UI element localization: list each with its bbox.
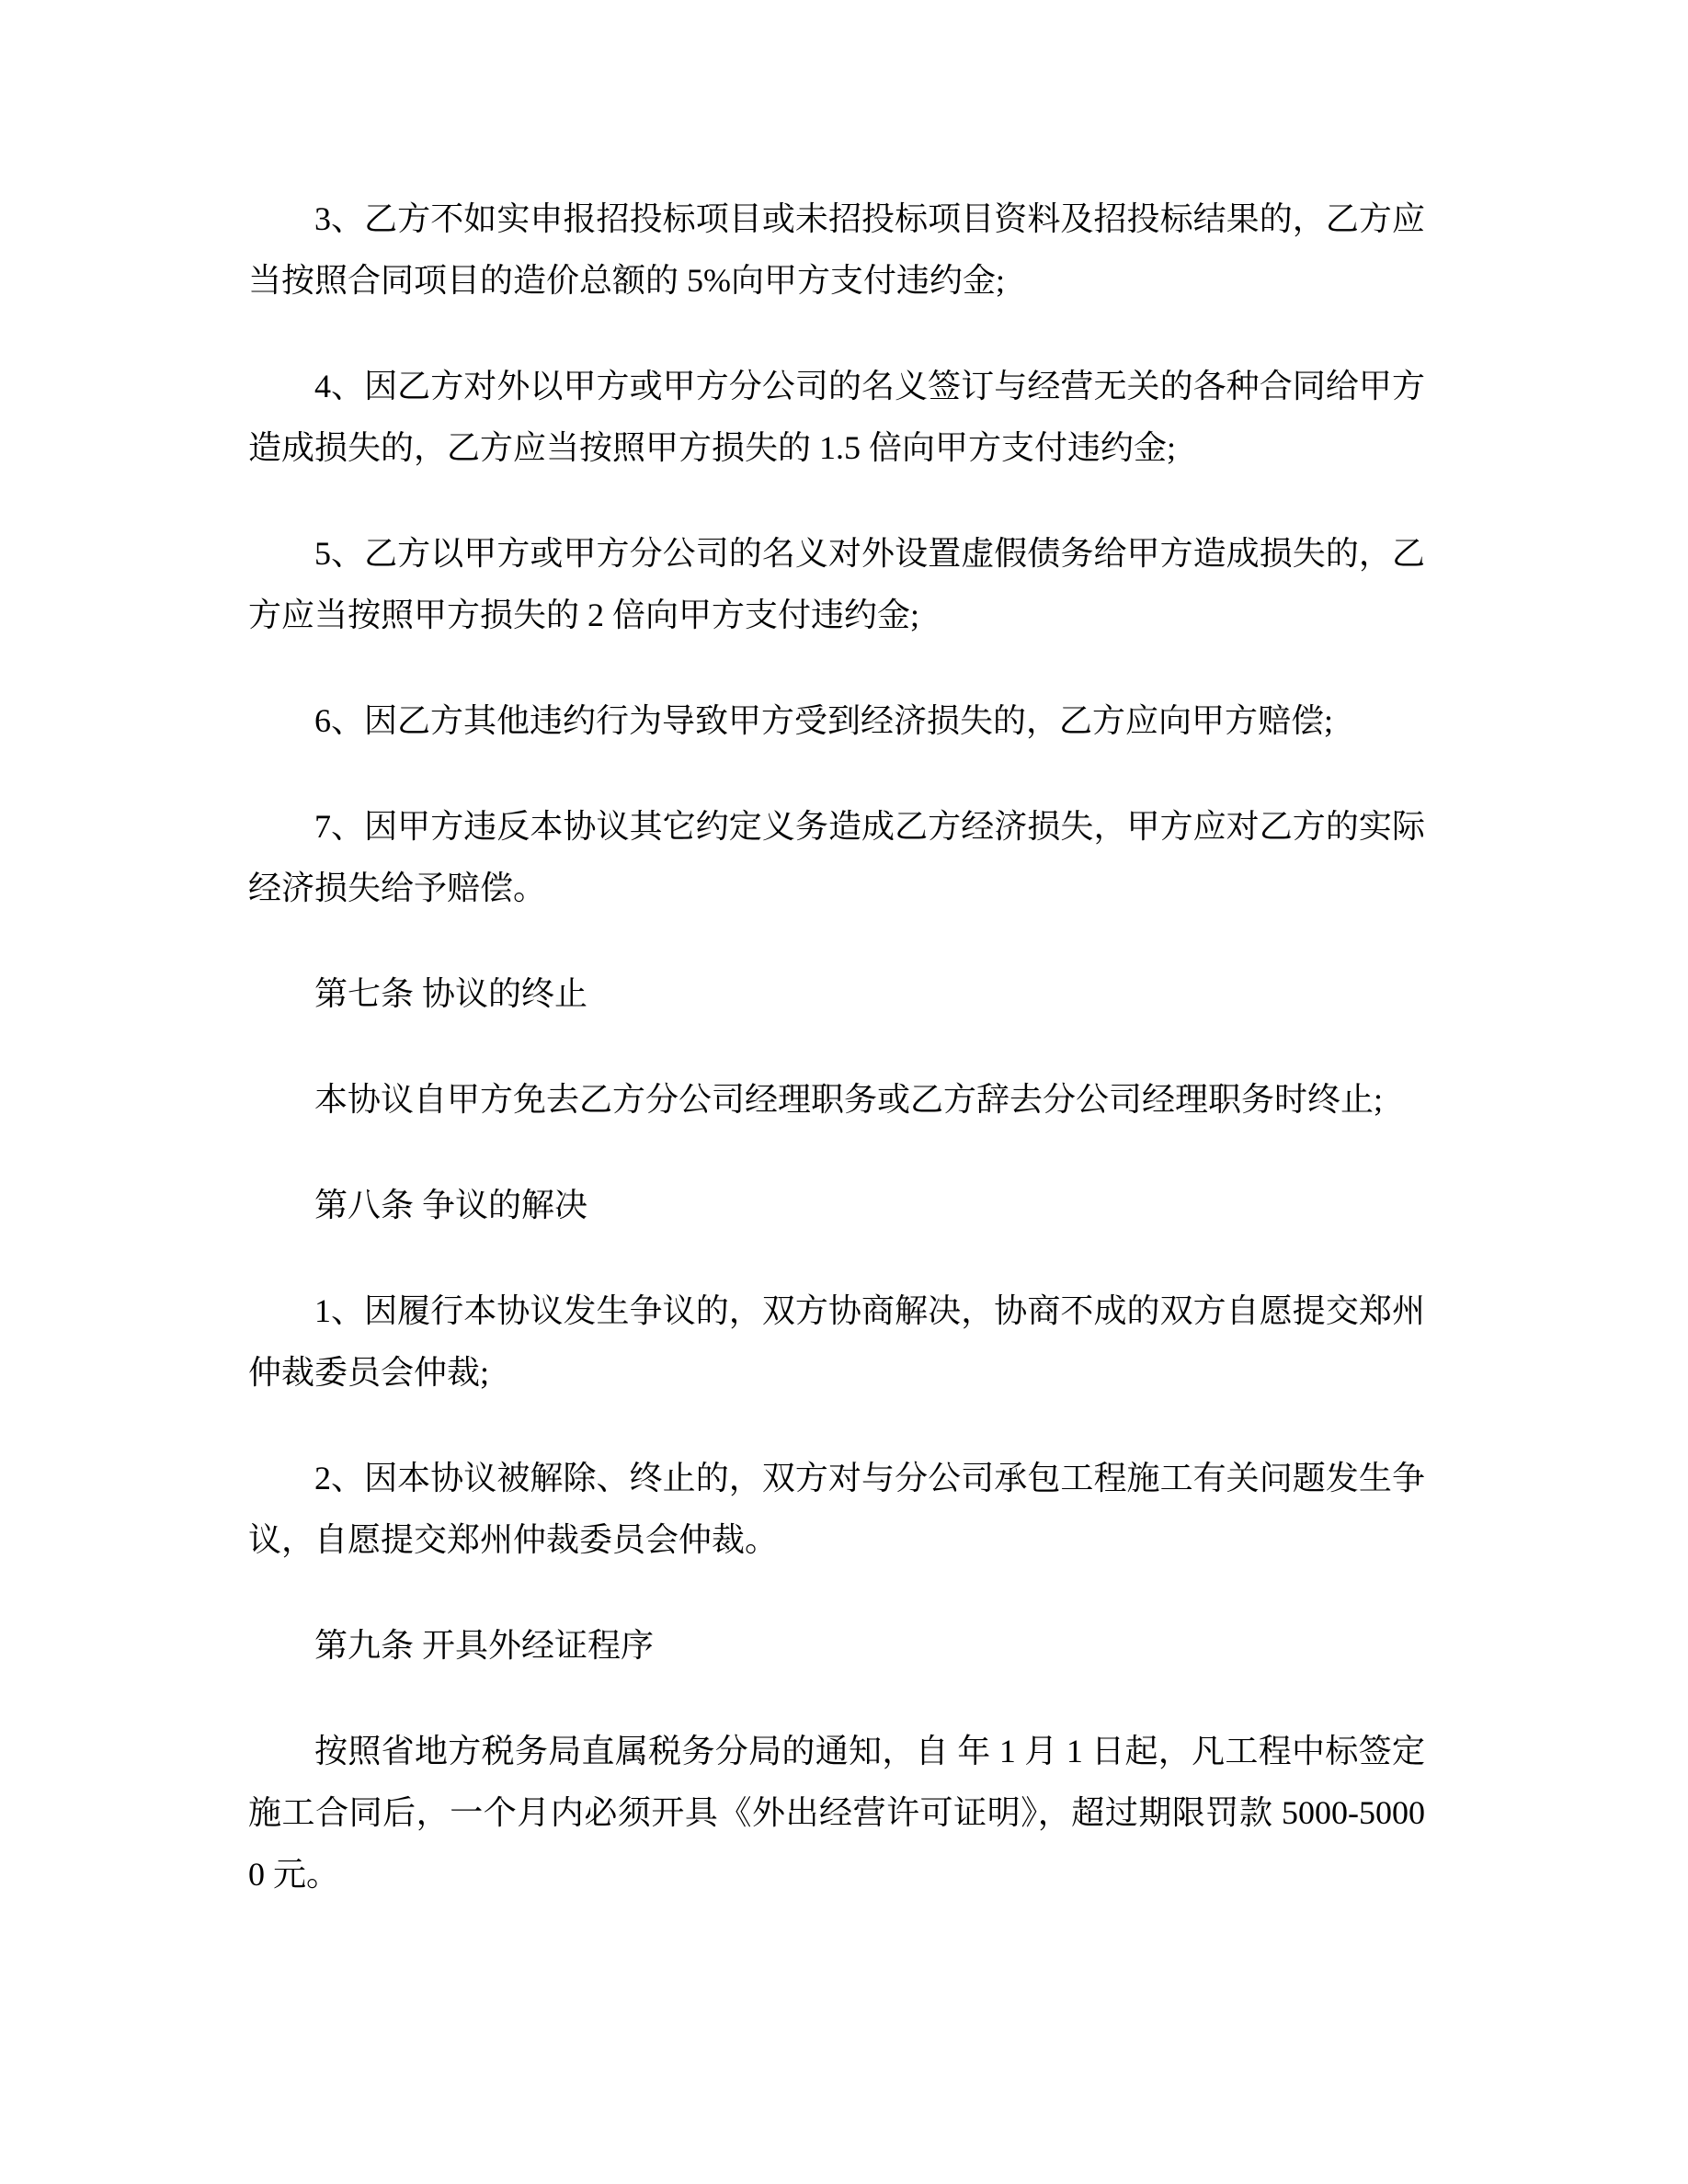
clause-paragraph-3: 3、乙方不如实申报招投标项目或未招投标项目资料及招投标结果的，乙方应当按照合同项目的造价总额的 5%向甲方支付违约金; — [248, 200, 1425, 299]
clause-paragraph-permit-procedure: 按照省地方税务局直属税务分局的通知，自 年 1 月 1 日起，凡工程中标签定施工合同后，一个月内必须开具《外出经营许可证明》，超过期限罚款 5000-50000 元。 — [248, 1733, 1425, 1893]
clause-paragraph-7: 7、因甲方违反本协议其它约定义务造成乙方经济损失，甲方应对乙方的实际经济损失给予赔偿。 — [248, 808, 1425, 906]
clause-paragraph-dispute-1: 1、因履行本协议发生争议的，双方协商解决，协商不成的双方自愿提交郑州仲裁委员会仲裁; — [248, 1292, 1425, 1391]
section-heading-article-9: 第九条 开具外经证程序 — [314, 1627, 655, 1664]
section-heading-article-7: 第七条 协议的终止 — [314, 975, 588, 1012]
clause-paragraph-6: 6、因乙方其他违约行为导致甲方受到经济损失的，乙方应向甲方赔偿; — [314, 702, 1334, 739]
clause-paragraph-termination: 本协议自甲方免去乙方分公司经理职务或乙方辞去分公司经理职务时终止; — [314, 1081, 1384, 1118]
clause-paragraph-dispute-2: 2、因本协议被解除、终止的，双方对与分公司承包工程施工有关问题发生争议，自愿提交郑州仲裁委员会仲裁。 — [248, 1460, 1425, 1558]
clause-paragraph-4: 4、因乙方对外以甲方或甲方分公司的名义签订与经营无关的各种合同给甲方造成损失的，乙方应当按照甲方损失的 1.5 倍向甲方支付违约金; — [248, 368, 1425, 466]
document-body — [248, 188, 1425, 1950]
section-heading-article-8: 第八条 争议的解决 — [314, 1187, 588, 1223]
clause-paragraph-5: 5、乙方以甲方或甲方分公司的名义对外设置虚假债务给甲方造成损失的，乙方应当按照甲方损失的 2 倍向甲方支付违约金; — [248, 535, 1425, 633]
